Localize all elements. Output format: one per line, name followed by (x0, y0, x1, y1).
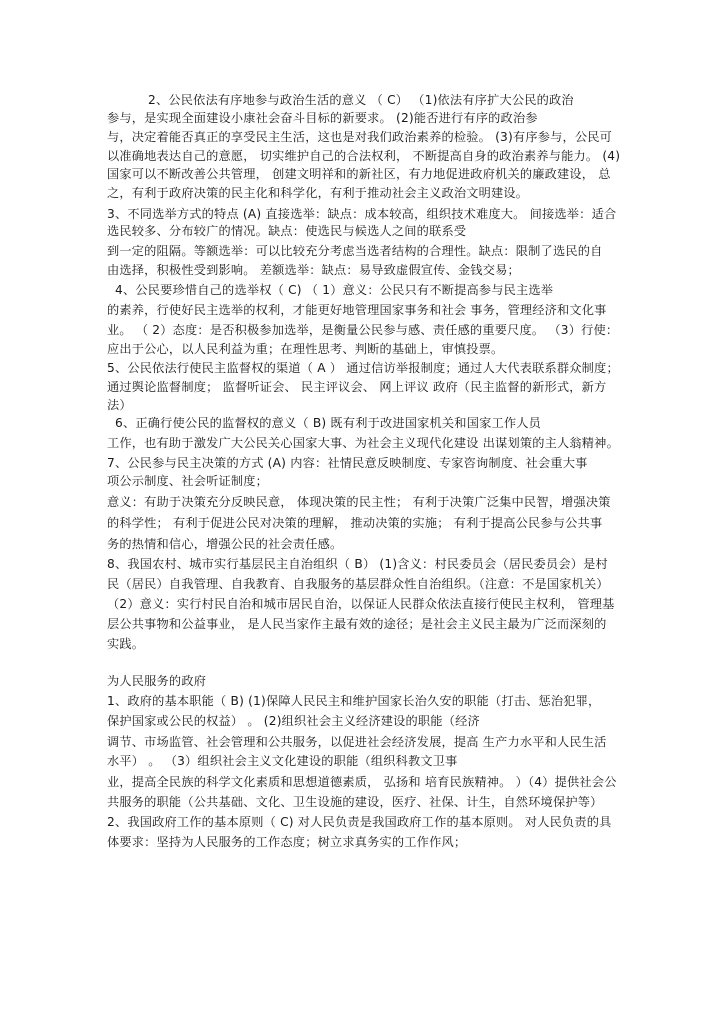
text-line: 业。 （ 2）态度：是否积极参加选举，是衡量公民参与感、责任感的重要尺度。 （3）行使： (107, 323, 619, 337)
text-line: 的素养，行使好民主选举的权利，才能更好地管理国家事务和社会 事务，管理经济和文化事 (107, 303, 607, 317)
text-line: 8、我国农村、城市实行基层民主自治组织（ B） (1)含义：村民委员会（居民委员会）是村 (107, 557, 608, 571)
text-line: 共服务的职能（公共基础、文化、卫生设施的建设，医疗、社保、计生，自然环境保护等） (107, 795, 603, 809)
text-line: 4、公民要珍惜自己的选举权（ C) （ 1）意义：公民只有不断提高参与民主选举 (115, 283, 554, 297)
text-line: 通过舆论监督制度； 监督听证会、 民主评议会、 网上评议 政府（民主监督的新形式，新方 (107, 380, 607, 394)
text-line: 6、正确行使公民的监督权的意义（ B) 既有利于改进国家机关和国家工作人员 (115, 416, 542, 430)
text-line: 5、公民依法行使民主监督权的渠道（ A ） 通过信访举报制度；通过人大代表联系群众制度； (107, 361, 619, 375)
text-line: 项公示制度、社会听证制度； (107, 474, 269, 488)
text-line: 实践。 (107, 637, 145, 651)
text-line: 1、政府的基本职能（ B) (1)保障人民民主和维护国家长治久安的职能（打击、惩治犯罪， (107, 694, 601, 708)
text-line: （2）意义：实行村民自治和城市居民自治，以保证人民群众依法直接行使民主权利， 管理基 (107, 597, 615, 611)
text-line: 保护国家或公民的权益） 。 (2)组织社会主义经济建设的职能（经济 (107, 714, 480, 728)
text-line: 法） (107, 398, 132, 412)
text-line: 业，提高全民族的科学文化素质和思想道德素质， 弘扬和 培育民族精神。 ）（4）提供社会公 (107, 775, 617, 789)
text-line: 以准确地表达自己的意愿， 切实维护自己的合法权利， 不断提高自身的政治素养与能力。 (4) (107, 149, 621, 163)
text-line: 务的热情和信心，增强公民的社会责任感。 (107, 537, 343, 551)
text-line: 体要求：坚持为人民服务的工作态度；树立求真务实的工作作风； (107, 835, 467, 849)
text-line: 与，决定着能否真正的享受民主生活，这也是对我们政治素养的检验。 (3)有序参与，公民可 (107, 130, 613, 144)
section-heading: 为人民服务的政府 (107, 674, 207, 688)
text-line: 的科学性； 有利于促进公民对决策的理解， 推动决策的实施； 有利于提高公民参与公共事 (107, 516, 603, 530)
text-line: 调节、市场监管、社会管理和公共服务，以促进社会经济发展，提高 生产力水平和人民生活 (107, 735, 607, 749)
text-line: 由选择，积极性受到影响。 差额选举：缺点：易导致虚假宣传、金钱交易； (107, 263, 520, 277)
text-line: 3、不同选举方式的特点 (A) 直接选举：缺点：成本较高，组织技术难度大。 间接选举：适合 (107, 207, 617, 221)
text-line: 水平） 。 （3）组织社会主义文化建设的职能（组织科教文卫事 (107, 754, 458, 768)
text-line: 参与，是实现全面建设小康社会奋斗目标的新要求。 (2)能否进行有序的政治参 (107, 111, 538, 125)
text-line: 之，有利于政府决策的民主化和科学化，有利于推动社会主义政治文明建设。 (107, 186, 529, 200)
text-line: 7、公民参与民主决策的方式 (A) 内容：社情民意反映制度、专家咨询制度、社会重大事 (107, 456, 588, 470)
text-line: 到一定的阻隔。等额选举：可以比较充分考虑当选者结构的合理性。缺点：限制了选民的自 (107, 244, 603, 258)
text-line: 国家可以不断改善公共管理， 创建文明祥和的新社区，有力地促进政府机关的廉政建设， 总 (107, 167, 611, 181)
text-line: 应出于公心，以人民利益为重；在理性思考、判断的基础上，审慎投票。 (107, 342, 504, 356)
text-line: 选民较多、分布较广的情况。缺点：使选民与候选人之间的联系受 (107, 224, 467, 238)
text-line: 2、公民依法有序地参与政治生活的意义 （ C） （1)依法有序扩大公民的政治 (148, 93, 574, 107)
text-line: 工作，也有助于激发广大公民关心国家大事、为社会主义现代化建设 出谋划策的主人翁精神。 (107, 436, 619, 450)
text-line: 2、我国政府工作的基本原则（ C) 对人民负责是我国政府工作的基本原则。 对人民负责的具 (107, 815, 612, 829)
text-line: 层公共事物和公益事业， 是人民当家作主最有效的途径；是社会主义民主最为广泛而深刻的 (107, 617, 607, 631)
text-line: 意义：有助于决策充分反映民意， 体现决策的民主性； 有利于决策广泛集中民智，增强决策 (107, 495, 611, 509)
text-line: 民（居民）自我管理、自我教育、自我服务的基层群众性自治组织。（注意：不是国家机关） (107, 577, 609, 591)
